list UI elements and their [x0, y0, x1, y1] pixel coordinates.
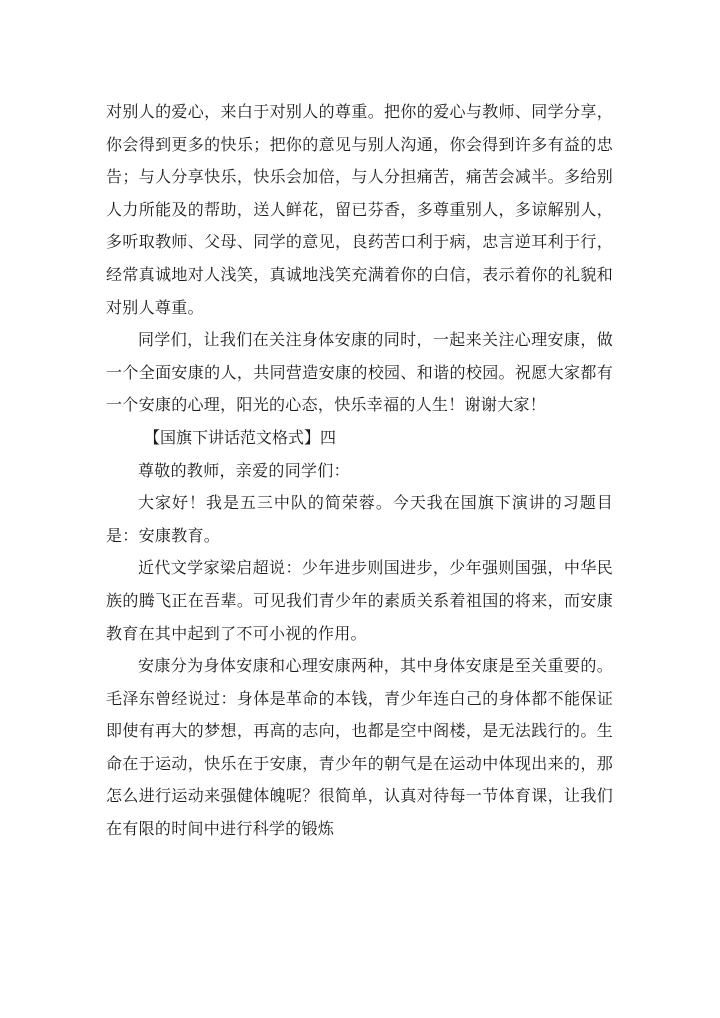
paragraph-greeting: 大家好！我是五三中队的简荣蓉。今天我在国旗下演讲的习题目是：安康教育。 [106, 493, 613, 545]
paragraph-closing: 同学们，让我们在关注身体安康的同时，一起来关注心理安康，做一个全面安康的人，共同营造安康的校园、和谐的校园。祝愿大家都有一个安康的心理，阳光的心态，快乐幸福的人生！谢谢大家！ [106, 330, 613, 415]
document-body [106, 96, 613, 846]
paragraph-health: 安康分为身体安康和心理安康两种，其中身体安康是至关重要的。毛泽东曾经说过：身体是革命的本钱，青少年连白己的身体都不能保证即使有再大的梦想，再高的志向，也都是空中阁楼，是无法践行的。生命在于运动，快乐在于安康，青少年的朝气是在运动中体现出来的，那怎么进行运动来强健体魄呢？很简单，认真对待每一节体育课，让我们在有限的时间中进行科学的锻炼 [106, 656, 613, 839]
section-heading: 【国旗下讲话范文格式】四 [144, 427, 337, 447]
salutation: 尊敬的教师，亲爱的同学们： [138, 460, 350, 480]
paragraph-continued: 对别人的爱心，来白于对别人的尊重。把你的爱心与教师、同学分享，你会得到更多的快乐；把你的意见与别人沟通，你会得到许多有益的忠告；与人分享快乐，快乐会加倍，与人分担痛苦，痛苦会减半。多给别人力所能及的帮助，送人鲜花，留已芬香，多尊重别人，多谅解别人，多听取教师、父母、同学的意见，良药苦口利于病，忠言逆耳利于行，经常真诚地对人浅笑，真诚地浅笑充满着你的白信，表示着你的礼貌和对别人尊重。 [106, 102, 613, 317]
paragraph-quote: 近代文学家梁启超说：少年进步则国进步，少年强则国强，中华民族的腾飞正在吾辈。可见我们青少年的素质关系着祖国的将来，而安康教育在其中起到了不可小视的作用。 [106, 558, 613, 643]
